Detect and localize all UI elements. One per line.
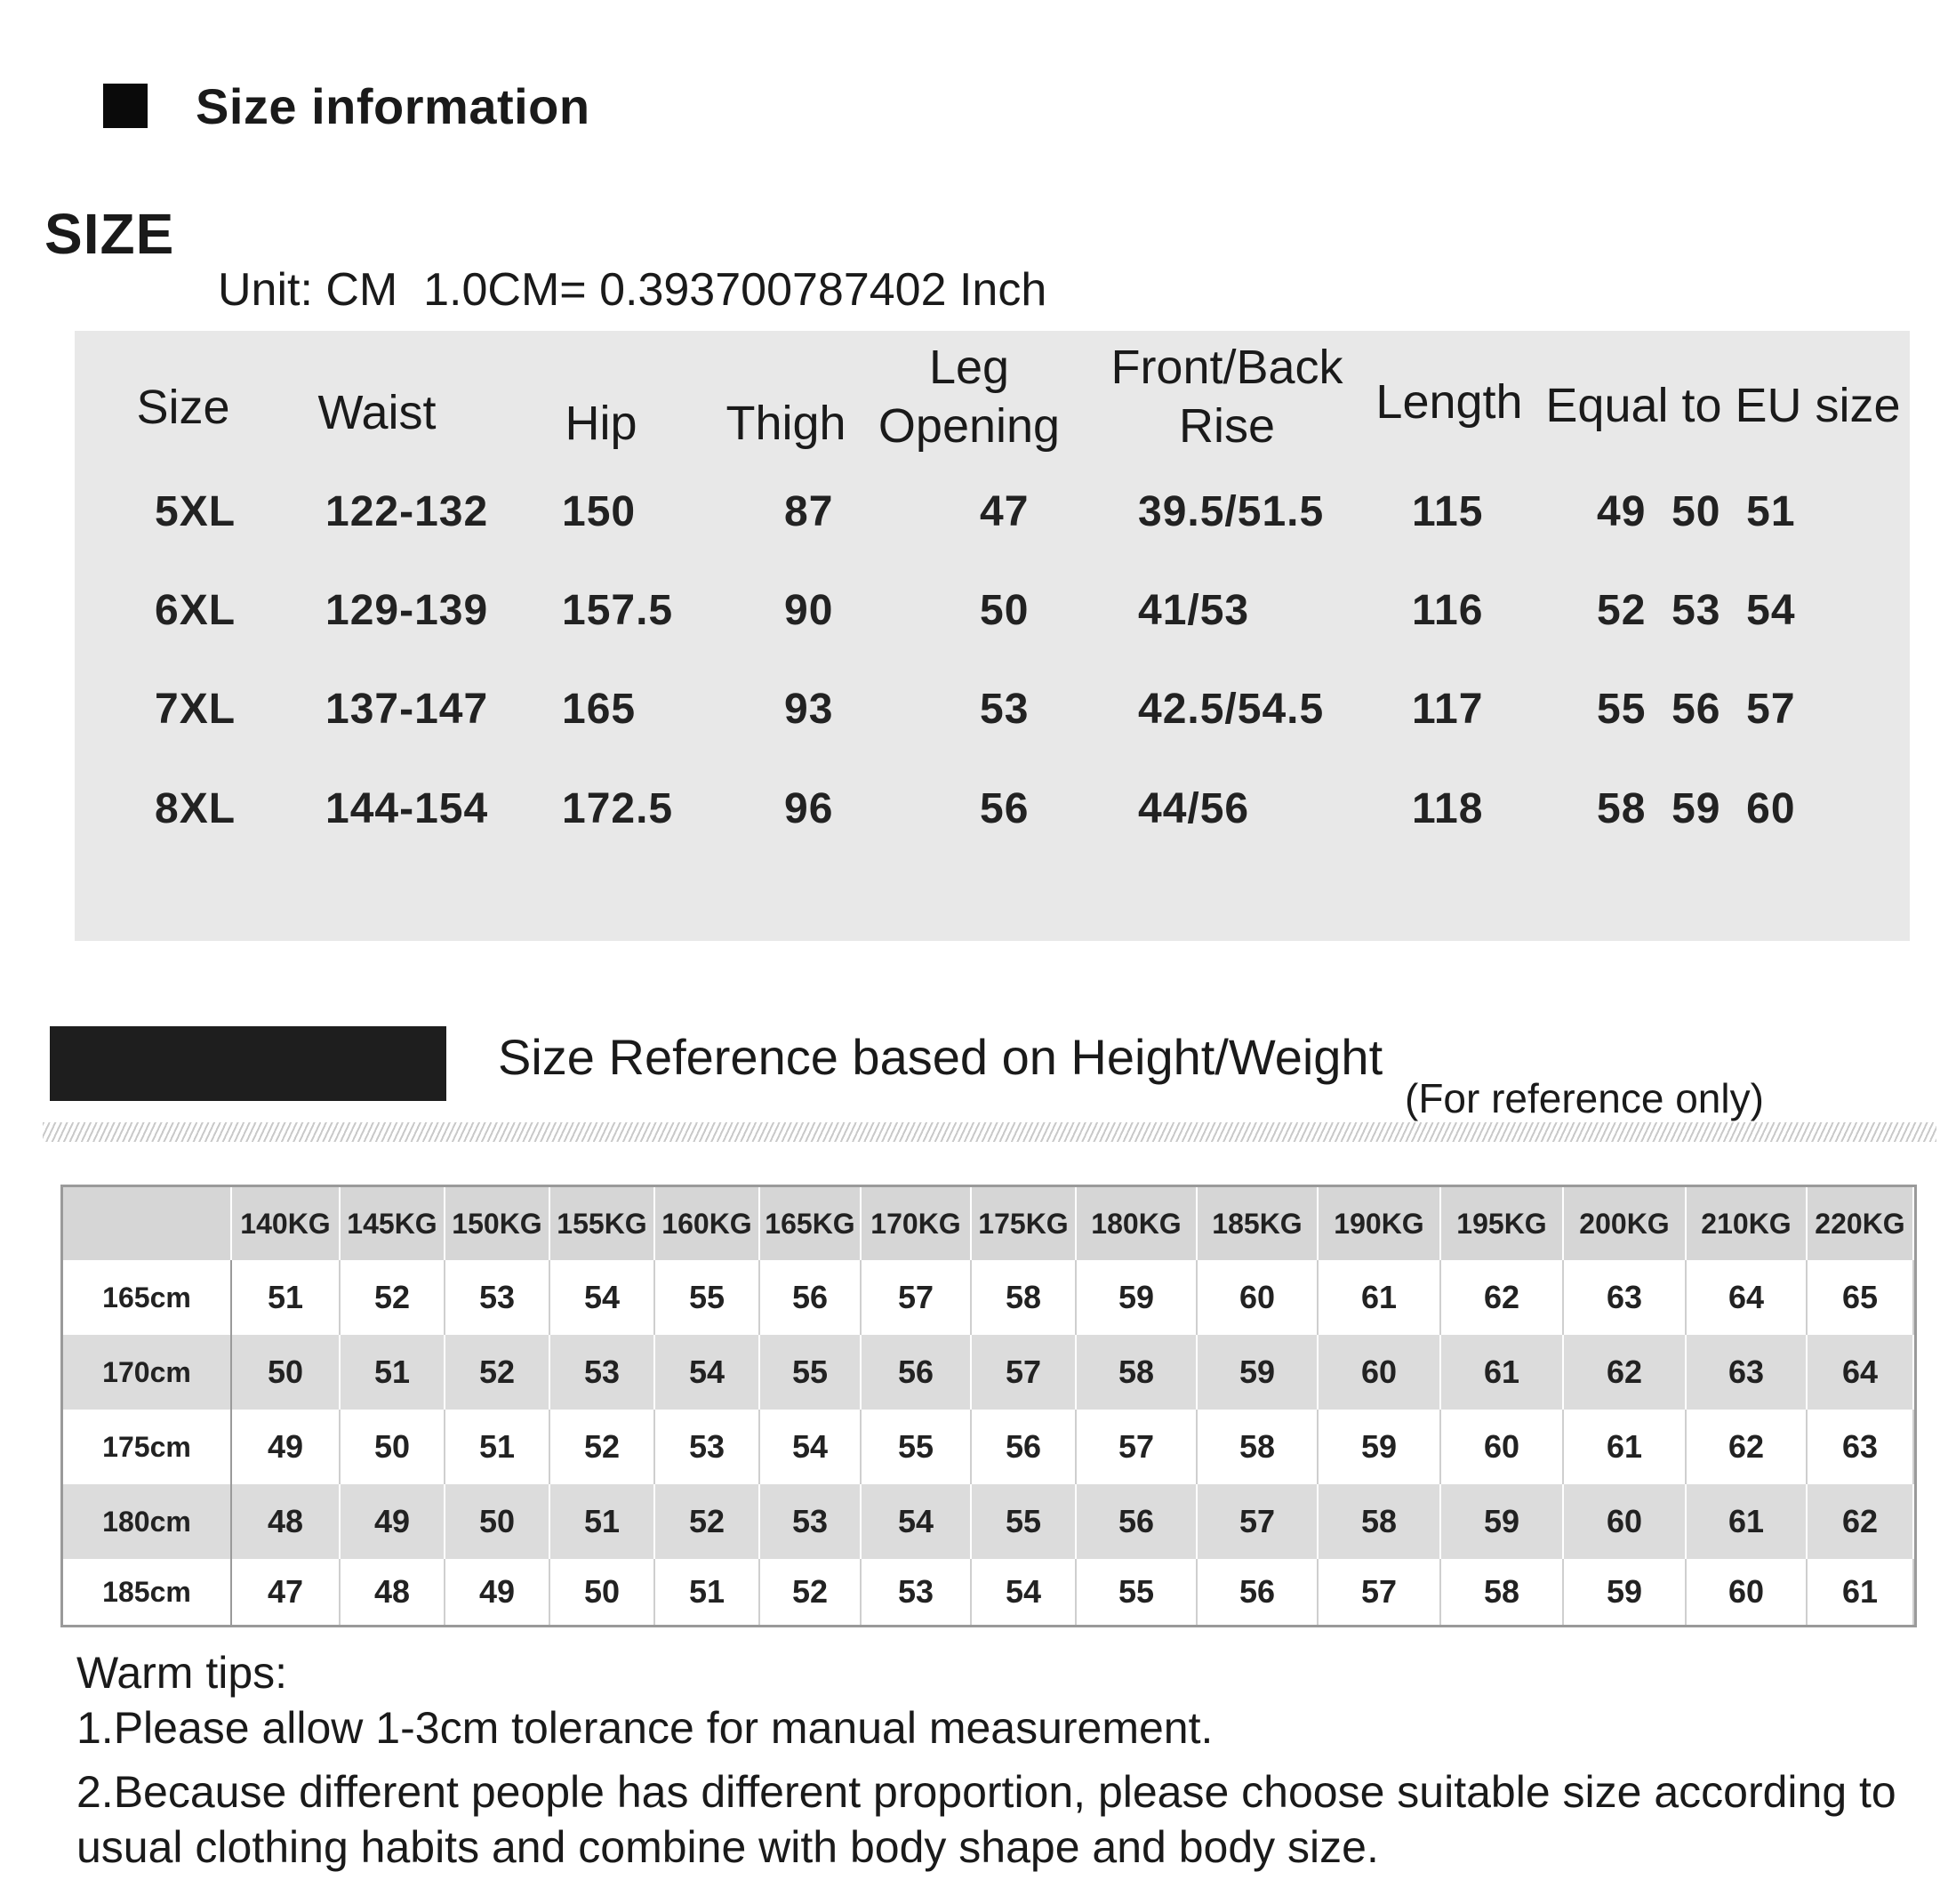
eu-size-cell: 50 bbox=[445, 1484, 550, 1559]
size-table-row-label: 8XL bbox=[155, 785, 236, 832]
eu-size-cell: 50 bbox=[550, 1559, 655, 1625]
size-table-cell: 53 bbox=[980, 686, 1030, 733]
eu-size-cell: 55 bbox=[760, 1335, 862, 1410]
size-table-header: Front/Back Rise bbox=[1110, 341, 1343, 453]
eu-size-cell: 57 bbox=[862, 1260, 972, 1335]
size-table-cell: 41/53 bbox=[1138, 587, 1250, 634]
size-table-header: Hip bbox=[565, 397, 637, 450]
size-table-cell: 172.5 bbox=[562, 785, 674, 832]
eu-size-cell: 52 bbox=[445, 1335, 550, 1410]
square-bullet-icon bbox=[103, 84, 148, 128]
unit-conversion-note: Unit: CM 1.0CM= 0.393700787402 Inch bbox=[218, 264, 1047, 316]
eu-size-cell: 51 bbox=[445, 1410, 550, 1484]
eu-size-cell: 51 bbox=[550, 1484, 655, 1559]
weight-header: 190KG bbox=[1319, 1187, 1441, 1260]
weight-header: 150KG bbox=[445, 1187, 550, 1260]
height-label: 165cm bbox=[63, 1260, 232, 1335]
table-row bbox=[63, 1484, 1914, 1559]
eu-size-cell: 54 bbox=[862, 1484, 972, 1559]
height-weight-table bbox=[60, 1185, 1917, 1627]
eu-size-cell: 64 bbox=[1808, 1335, 1914, 1410]
weight-header: 170KG bbox=[862, 1187, 972, 1260]
size-table-header: Size bbox=[136, 381, 230, 434]
weight-header: 175KG bbox=[972, 1187, 1077, 1260]
eu-size-cell: 57 bbox=[1077, 1410, 1198, 1484]
size-table-cell: 55 56 57 bbox=[1597, 686, 1796, 733]
eu-size-cell: 55 bbox=[972, 1484, 1077, 1559]
size-table-cell: 116 bbox=[1412, 587, 1484, 634]
eu-size-cell: 60 bbox=[1687, 1559, 1808, 1625]
eu-size-cell: 59 bbox=[1077, 1260, 1198, 1335]
table-row bbox=[63, 1260, 1914, 1335]
eu-size-cell: 52 bbox=[760, 1559, 862, 1625]
size-table-cell: 44/56 bbox=[1138, 785, 1250, 832]
size-table-row-label: 7XL bbox=[155, 686, 236, 733]
eu-size-cell: 48 bbox=[341, 1559, 445, 1625]
eu-size-cell: 59 bbox=[1564, 1559, 1687, 1625]
weight-header: 210KG bbox=[1687, 1187, 1808, 1260]
size-table-header: Equal to EU size bbox=[1545, 379, 1901, 432]
eu-size-cell: 53 bbox=[862, 1559, 972, 1625]
eu-size-cell: 62 bbox=[1687, 1410, 1808, 1484]
tips-title: Warm tips: bbox=[76, 1648, 288, 1698]
eu-size-cell: 56 bbox=[1198, 1559, 1319, 1625]
size-label: SIZE bbox=[44, 202, 175, 266]
size-table-cell: 56 bbox=[980, 785, 1030, 832]
size-table-cell: 58 59 60 bbox=[1597, 785, 1796, 832]
size-table bbox=[75, 331, 1910, 941]
height-label: 185cm bbox=[63, 1559, 232, 1625]
eu-size-cell: 62 bbox=[1564, 1335, 1687, 1410]
weight-header: 180KG bbox=[1077, 1187, 1198, 1260]
eu-size-cell: 58 bbox=[972, 1260, 1077, 1335]
size-table-cell: 90 bbox=[784, 587, 834, 634]
eu-size-cell: 57 bbox=[1198, 1484, 1319, 1559]
reference-note: (For reference only) bbox=[1405, 1075, 1764, 1121]
eu-size-cell: 53 bbox=[550, 1335, 655, 1410]
eu-size-cell: 59 bbox=[1198, 1335, 1319, 1410]
eu-size-cell: 61 bbox=[1564, 1410, 1687, 1484]
size-table-header: Thigh bbox=[725, 397, 846, 450]
eu-size-cell: 54 bbox=[760, 1410, 862, 1484]
corner-cell bbox=[63, 1187, 232, 1260]
weight-header: 200KG bbox=[1564, 1187, 1687, 1260]
weight-header: 160KG bbox=[655, 1187, 760, 1260]
eu-size-cell: 60 bbox=[1564, 1484, 1687, 1559]
size-table-cell: 50 bbox=[980, 587, 1030, 634]
size-table-cell: 118 bbox=[1412, 785, 1484, 832]
size-table-cell: 144-154 bbox=[325, 785, 489, 832]
eu-size-cell: 61 bbox=[1687, 1484, 1808, 1559]
section-header bbox=[103, 75, 590, 137]
size-table-cell: 49 50 51 bbox=[1597, 488, 1796, 535]
table-row bbox=[63, 1410, 1914, 1484]
eu-size-cell: 60 bbox=[1319, 1335, 1441, 1410]
eu-size-cell: 51 bbox=[341, 1335, 445, 1410]
weight-header: 195KG bbox=[1441, 1187, 1564, 1260]
eu-size-cell: 53 bbox=[445, 1260, 550, 1335]
size-table-cell: 87 bbox=[784, 488, 834, 535]
hatched-divider bbox=[43, 1122, 1936, 1142]
eu-size-cell: 58 bbox=[1198, 1410, 1319, 1484]
eu-size-cell: 50 bbox=[341, 1410, 445, 1484]
eu-size-cell: 54 bbox=[550, 1260, 655, 1335]
eu-size-cell: 56 bbox=[972, 1410, 1077, 1484]
size-table-cell: 150 bbox=[562, 488, 637, 535]
eu-size-cell: 63 bbox=[1808, 1410, 1914, 1484]
eu-size-cell: 57 bbox=[972, 1335, 1077, 1410]
eu-size-cell: 52 bbox=[341, 1260, 445, 1335]
size-table-cell: 93 bbox=[784, 686, 834, 733]
eu-size-cell: 53 bbox=[760, 1484, 862, 1559]
eu-size-cell: 58 bbox=[1319, 1484, 1441, 1559]
eu-size-cell: 51 bbox=[655, 1559, 760, 1625]
eu-size-cell: 51 bbox=[232, 1260, 341, 1335]
eu-size-cell: 59 bbox=[1441, 1484, 1564, 1559]
eu-size-cell: 48 bbox=[232, 1484, 341, 1559]
size-table-cell: 122-132 bbox=[325, 488, 489, 535]
weight-header: 165KG bbox=[760, 1187, 862, 1260]
weight-header: 145KG bbox=[341, 1187, 445, 1260]
size-table-cell: 52 53 54 bbox=[1597, 587, 1796, 634]
size-table-cell: 96 bbox=[784, 785, 834, 832]
eu-size-cell: 52 bbox=[655, 1484, 760, 1559]
eu-size-cell: 58 bbox=[1077, 1335, 1198, 1410]
size-table-cell: 115 bbox=[1412, 488, 1484, 535]
size-table-header: Leg Opening bbox=[878, 341, 1061, 453]
eu-size-cell: 61 bbox=[1441, 1335, 1564, 1410]
eu-size-cell: 63 bbox=[1564, 1260, 1687, 1335]
eu-size-cell: 56 bbox=[760, 1260, 862, 1335]
eu-size-cell: 53 bbox=[655, 1410, 760, 1484]
eu-size-cell: 47 bbox=[232, 1559, 341, 1625]
weight-header: 220KG bbox=[1808, 1187, 1914, 1260]
height-label: 175cm bbox=[63, 1410, 232, 1484]
warm-tips bbox=[76, 1645, 1944, 1875]
eu-size-cell: 62 bbox=[1808, 1484, 1914, 1559]
eu-size-cell: 60 bbox=[1198, 1260, 1319, 1335]
page-title: Size information bbox=[196, 77, 590, 134]
eu-size-cell: 52 bbox=[550, 1410, 655, 1484]
size-table-cell: 129-139 bbox=[325, 587, 489, 634]
size-table-cell: 165 bbox=[562, 686, 637, 733]
reference-title: Size Reference based on Height/Weight bbox=[498, 1029, 1383, 1085]
eu-size-cell: 55 bbox=[655, 1260, 760, 1335]
size-table-header: Length bbox=[1375, 375, 1523, 429]
eu-size-cell: 65 bbox=[1808, 1260, 1914, 1335]
eu-size-cell: 54 bbox=[655, 1335, 760, 1410]
eu-size-cell: 63 bbox=[1687, 1335, 1808, 1410]
tip-item: 2.Because different people has different proportion, please choose suitable size according to usual clothing habits and combine with body shape and body size. bbox=[76, 1767, 1896, 1872]
eu-size-cell: 55 bbox=[862, 1410, 972, 1484]
size-table-row-label: 6XL bbox=[155, 587, 236, 634]
height-label: 170cm bbox=[63, 1335, 232, 1410]
size-table-cell: 117 bbox=[1412, 686, 1484, 733]
eu-size-cell: 64 bbox=[1687, 1260, 1808, 1335]
eu-size-cell: 49 bbox=[341, 1484, 445, 1559]
size-table-cell: 39.5/51.5 bbox=[1138, 488, 1325, 535]
tip-item: 1.Please allow 1-3cm tolerance for manual measurement. bbox=[76, 1703, 1214, 1753]
eu-size-cell: 56 bbox=[1077, 1484, 1198, 1559]
height-label: 180cm bbox=[63, 1484, 232, 1559]
eu-size-cell: 58 bbox=[1441, 1559, 1564, 1625]
eu-size-cell: 60 bbox=[1441, 1410, 1564, 1484]
eu-size-cell: 49 bbox=[445, 1559, 550, 1625]
table-row bbox=[63, 1559, 1914, 1625]
eu-size-cell: 50 bbox=[232, 1335, 341, 1410]
eu-size-cell: 61 bbox=[1319, 1260, 1441, 1335]
size-table-cell: 137-147 bbox=[325, 686, 489, 733]
reference-bar bbox=[50, 1026, 446, 1101]
size-table-row-label: 5XL bbox=[155, 488, 236, 535]
eu-size-cell: 55 bbox=[1077, 1559, 1198, 1625]
eu-size-cell: 62 bbox=[1441, 1260, 1564, 1335]
weight-header: 140KG bbox=[232, 1187, 341, 1260]
weight-header: 185KG bbox=[1198, 1187, 1319, 1260]
size-table-cell: 42.5/54.5 bbox=[1138, 686, 1325, 733]
table-row bbox=[63, 1335, 1914, 1410]
size-table-cell: 47 bbox=[980, 488, 1030, 535]
eu-size-cell: 54 bbox=[972, 1559, 1077, 1625]
eu-size-cell: 59 bbox=[1319, 1410, 1441, 1484]
eu-size-cell: 49 bbox=[232, 1410, 341, 1484]
size-table-header: Waist bbox=[317, 386, 437, 439]
weight-header: 155KG bbox=[550, 1187, 655, 1260]
eu-size-cell: 57 bbox=[1319, 1559, 1441, 1625]
size-table-cell: 157.5 bbox=[562, 587, 674, 634]
eu-size-cell: 56 bbox=[862, 1335, 972, 1410]
weight-header-row bbox=[63, 1187, 1914, 1260]
eu-size-cell: 61 bbox=[1808, 1559, 1914, 1625]
